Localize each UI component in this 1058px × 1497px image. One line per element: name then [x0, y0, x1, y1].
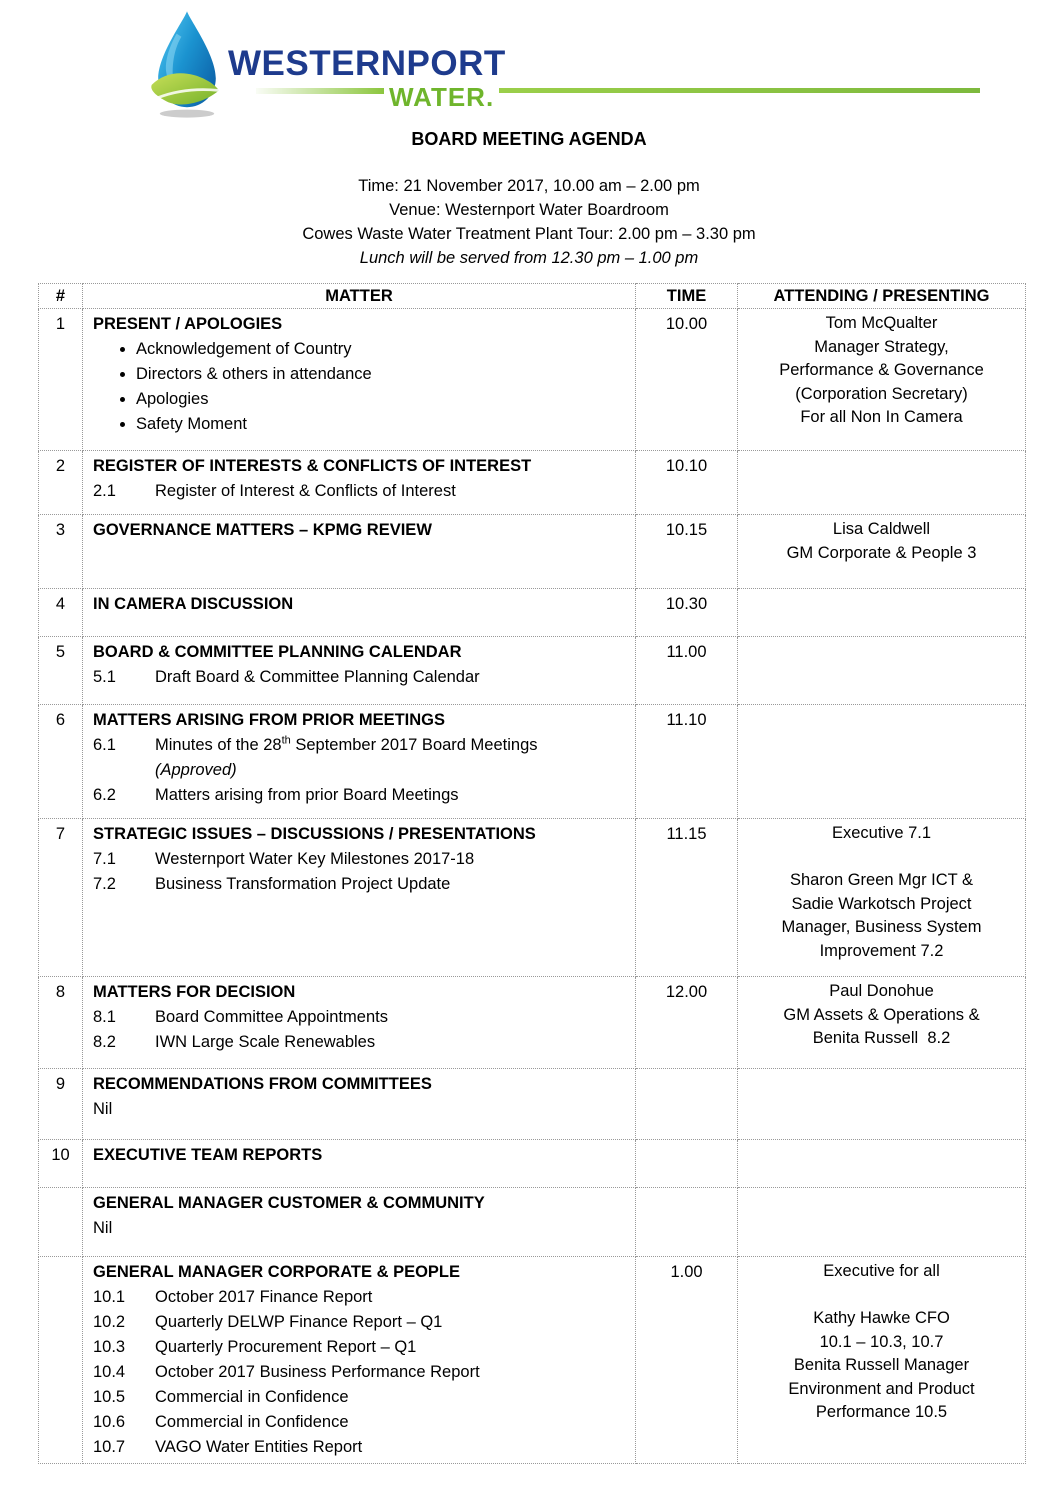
sub-item-text: Draft Board & Committee Planning Calendar [155, 668, 480, 686]
sub-item-text: Commercial in Confidence [155, 1388, 349, 1406]
logo-header [0, 0, 1058, 118]
attending-line: Benita Russell 8.2 [812, 1029, 951, 1047]
time-cell [636, 819, 738, 977]
bullet-item: • Apologies [136, 387, 627, 412]
sub-item-text: Board Committee Appointments [155, 1008, 388, 1026]
sub-item-text: October 2017 Business Performance Report [155, 1363, 480, 1381]
matter-content [93, 1260, 627, 1460]
time-cell [636, 515, 738, 589]
attending-line: Environment and Product [788, 1379, 975, 1398]
agenda-sub-item [93, 479, 627, 504]
attending-line: Tom McQualter [825, 314, 938, 332]
time-value: 10.00 [665, 315, 708, 333]
attending-cell [738, 589, 1026, 637]
sub-item-note: (Approved) [155, 761, 237, 779]
matter-title: REGISTER OF INTERESTS & CONFLICTS OF INTEREST [93, 457, 532, 475]
row-number-cell [39, 1188, 83, 1257]
sub-item-text: October 2017 Finance Report [155, 1288, 373, 1306]
matter-content [93, 822, 627, 973]
matter-content [93, 1072, 627, 1136]
sub-item-number: 10.2 [93, 1313, 126, 1331]
attending-cell [738, 515, 1026, 589]
matter-title: STRATEGIC ISSUES – DISCUSSIONS / PRESENTATIONS [93, 825, 536, 843]
agenda-sub-item [93, 872, 627, 897]
agenda-sub-item [93, 1385, 627, 1410]
matter-cell [83, 1257, 636, 1464]
attending-cell [738, 637, 1026, 705]
sub-item-number: 10.6 [93, 1413, 126, 1431]
attending-cell [738, 1140, 1026, 1188]
bullet-item: • Directors & others in attendance [136, 362, 627, 387]
sub-item-number: 6.1 [93, 736, 116, 754]
agenda-row [39, 1069, 1026, 1140]
brand-subline [256, 84, 980, 110]
attending-line: Sharon Green Mgr ICT & [789, 871, 974, 889]
sub-item-text: Westernport Water Key Milestones 2017-18 [155, 850, 475, 868]
attending-cell [738, 1257, 1026, 1464]
attending-line: Benita Russell Manager [793, 1356, 970, 1374]
agenda-sub-item [93, 1310, 627, 1335]
agenda-row [39, 1140, 1026, 1188]
header-attending: ATTENDING / PRESENTING [738, 284, 1026, 309]
attending-line [742, 1284, 1021, 1308]
brand-left-bar [256, 88, 384, 94]
attending-line [742, 846, 1021, 870]
agenda-sub-item [93, 783, 627, 808]
matter-cell [83, 1188, 636, 1257]
time-value: 10.10 [665, 457, 708, 475]
sub-item-number: 7.1 [93, 850, 116, 868]
water-drop-leaf-logo-icon [146, 8, 228, 120]
sub-item-number: 10.7 [93, 1438, 126, 1456]
matter-cell [83, 515, 636, 589]
page-title: BOARD MEETING AGENDA [411, 129, 647, 149]
matter-title: EXECUTIVE TEAM REPORTS [93, 1146, 323, 1164]
agenda-sub-item [93, 1410, 627, 1435]
time-value: 10.30 [665, 595, 708, 613]
time-cell [636, 589, 738, 637]
matter-content [93, 592, 627, 633]
attending-cell [738, 705, 1026, 819]
matter-cell [83, 1069, 636, 1140]
sub-item-number: 10.1 [93, 1288, 126, 1306]
attending-line: 10.1 – 10.3, 10.7 [819, 1332, 944, 1351]
attending-cell [738, 451, 1026, 515]
row-number-cell: 4 [39, 589, 83, 637]
meeting-info [0, 174, 1058, 270]
time-value: 12.00 [665, 983, 708, 1001]
matter-content [93, 640, 627, 701]
agenda-table [38, 283, 1026, 1464]
agenda-row [39, 705, 1026, 819]
sub-item-number: 10.4 [93, 1363, 126, 1381]
matter-plain-text: Nil [93, 1100, 113, 1118]
attending-line: Performance & Governance [779, 361, 984, 379]
attending-cell [738, 1069, 1026, 1140]
sub-item-text: VAGO Water Entities Report [155, 1438, 363, 1456]
time-cell [636, 1069, 738, 1140]
row-number-cell: 5 [39, 637, 83, 705]
row-number-cell: 10 [39, 1140, 83, 1188]
meeting-lunch-note: Lunch will be served from 12.30 pm – 1.00 pm [359, 249, 699, 267]
header-time: TIME [636, 284, 738, 309]
agenda-sub-item [93, 847, 627, 872]
time-cell [636, 637, 738, 705]
header-number: # [39, 284, 83, 309]
matter-content [93, 518, 627, 585]
sub-item-number: 8.1 [93, 1008, 116, 1026]
matter-cell [83, 705, 636, 819]
time-cell [636, 977, 738, 1069]
matter-cell [83, 309, 636, 451]
agenda-sub-item [93, 1030, 627, 1055]
row-number-cell: 1 [39, 309, 83, 451]
sub-item-text: Register of Interest & Conflicts of Interest [155, 482, 456, 500]
attending-line: Kathy Hawke CFO [813, 1309, 950, 1327]
matter-cell [83, 637, 636, 705]
sub-item-number: 8.2 [93, 1033, 116, 1051]
sub-item-number: 6.2 [93, 786, 116, 804]
agenda-row [39, 1188, 1026, 1257]
matter-content [93, 312, 627, 447]
agenda-sub-item [93, 1005, 627, 1030]
row-number-cell: 3 [39, 515, 83, 589]
matter-content [93, 980, 627, 1065]
attending-line: Paul Donohue [829, 982, 934, 1000]
attending-line: GM Corporate & People 3 [786, 543, 977, 562]
attending-cell [738, 977, 1026, 1069]
matter-cell [83, 451, 636, 515]
attending-line: For all Non In Camera [800, 408, 963, 426]
row-number-cell: 2 [39, 451, 83, 515]
attending-line: Executive for all [823, 1262, 940, 1280]
row-number-cell: 7 [39, 819, 83, 977]
sub-item-number: 10.5 [93, 1388, 126, 1406]
time-value: 10.15 [665, 521, 708, 539]
attending-line: Manager, Business System [781, 918, 982, 936]
matter-plain-text: Nil [93, 1219, 113, 1237]
sub-item-number: 5.1 [93, 668, 116, 686]
logo-shadow [160, 110, 214, 118]
sub-item-number: 10.3 [93, 1338, 126, 1356]
time-cell [636, 1257, 738, 1464]
matter-title: MATTERS ARISING FROM PRIOR MEETINGS [93, 711, 446, 729]
time-value: 11.00 [666, 643, 707, 661]
brand-name: WESTERNPORT [228, 44, 506, 83]
attending-line: Lisa Caldwell [832, 520, 931, 538]
meeting-tour: Cowes Waste Water Treatment Plant Tour: 2.00 pm – 3.30 pm [302, 225, 756, 243]
agenda-row [39, 1257, 1026, 1464]
agenda-row [39, 819, 1026, 977]
agenda-row [39, 451, 1026, 515]
matter-title: GOVERNANCE MATTERS – KPMG REVIEW [93, 521, 432, 539]
attending-line: Performance 10.5 [815, 1403, 948, 1421]
bullet-list [93, 337, 627, 437]
row-number-cell: 9 [39, 1069, 83, 1140]
agenda-sub-item [93, 1285, 627, 1310]
bullet-item: • Safety Moment [136, 412, 627, 437]
attending-line: Manager Strategy, [814, 337, 949, 356]
sub-item-text: Quarterly Procurement Report – Q1 [155, 1338, 417, 1356]
time-cell [636, 309, 738, 451]
header-matter: MATTER [83, 284, 636, 309]
time-cell [636, 705, 738, 819]
time-value: 1.00 [670, 1263, 703, 1281]
matter-title: MATTERS FOR DECISION [93, 983, 296, 1001]
brand-rule-line [499, 88, 980, 93]
agenda-sub-item [93, 1360, 627, 1385]
attending-cell [738, 309, 1026, 451]
sub-item-text: IWN Large Scale Renewables [155, 1033, 376, 1051]
time-value: 11.15 [666, 825, 707, 843]
attending-line: Improvement 7.2 [819, 941, 944, 960]
meeting-venue: Venue: Westernport Water Boardroom [389, 201, 669, 219]
agenda-row [39, 637, 1026, 705]
matter-content [93, 1143, 627, 1184]
matter-cell [83, 1140, 636, 1188]
row-number-cell: 6 [39, 705, 83, 819]
row-number-cell: 8 [39, 977, 83, 1069]
time-cell [636, 1188, 738, 1257]
bullet-item: • Acknowledgement of Country [136, 337, 627, 362]
matter-title: IN CAMERA DISCUSSION [93, 595, 294, 613]
agenda-sub-item [93, 1435, 627, 1460]
agenda-sub-item [93, 1335, 627, 1360]
attending-line: (Corporation Secretary) [795, 384, 968, 403]
attending-cell [738, 1188, 1026, 1257]
agenda-row [39, 977, 1026, 1069]
agenda-row [39, 589, 1026, 637]
sub-item-text: Business Transformation Project Update [155, 875, 451, 893]
matter-cell [83, 589, 636, 637]
matter-cell [83, 977, 636, 1069]
sub-item-text: Matters arising from prior Board Meetings [155, 786, 459, 804]
agenda-header-row [39, 284, 1026, 309]
sub-item-text: Minutes of the 28th September 2017 Board Meetings [155, 734, 538, 754]
time-value: 11.10 [666, 711, 707, 729]
attending-line: Sadie Warkotsch Project [791, 894, 972, 913]
agenda-row [39, 515, 1026, 589]
row-number-cell [39, 1257, 83, 1464]
matter-title: GENERAL MANAGER CUSTOMER & COMMUNITY [93, 1194, 485, 1212]
meeting-time: Time: 21 November 2017, 10.00 am – 2.00 pm [358, 177, 700, 195]
matter-title: BOARD & COMMITTEE PLANNING CALENDAR [93, 643, 462, 661]
brand-water-label: WATER. [389, 82, 495, 112]
sub-item-text: Commercial in Confidence [155, 1413, 349, 1431]
agenda-sub-item [93, 733, 627, 758]
agenda-sub-item [93, 665, 627, 690]
time-cell [636, 451, 738, 515]
matter-title: PRESENT / APOLOGIES [93, 315, 283, 333]
time-cell [636, 1140, 738, 1188]
sub-item-text: Quarterly DELWP Finance Report – Q1 [155, 1313, 443, 1331]
matter-content [93, 1191, 627, 1253]
sub-item-number: 2.1 [93, 482, 116, 500]
matter-cell [83, 819, 636, 977]
sub-item-number: 7.2 [93, 875, 116, 893]
matter-title: RECOMMENDATIONS FROM COMMITTEES [93, 1075, 432, 1093]
attending-line: GM Assets & Operations & [783, 1005, 980, 1024]
matter-title: GENERAL MANAGER CORPORATE & PEOPLE [93, 1263, 461, 1281]
agenda-row [39, 309, 1026, 451]
attending-line: Executive 7.1 [831, 824, 932, 842]
attending-cell [738, 819, 1026, 977]
matter-content [93, 708, 627, 815]
matter-content [93, 454, 627, 511]
